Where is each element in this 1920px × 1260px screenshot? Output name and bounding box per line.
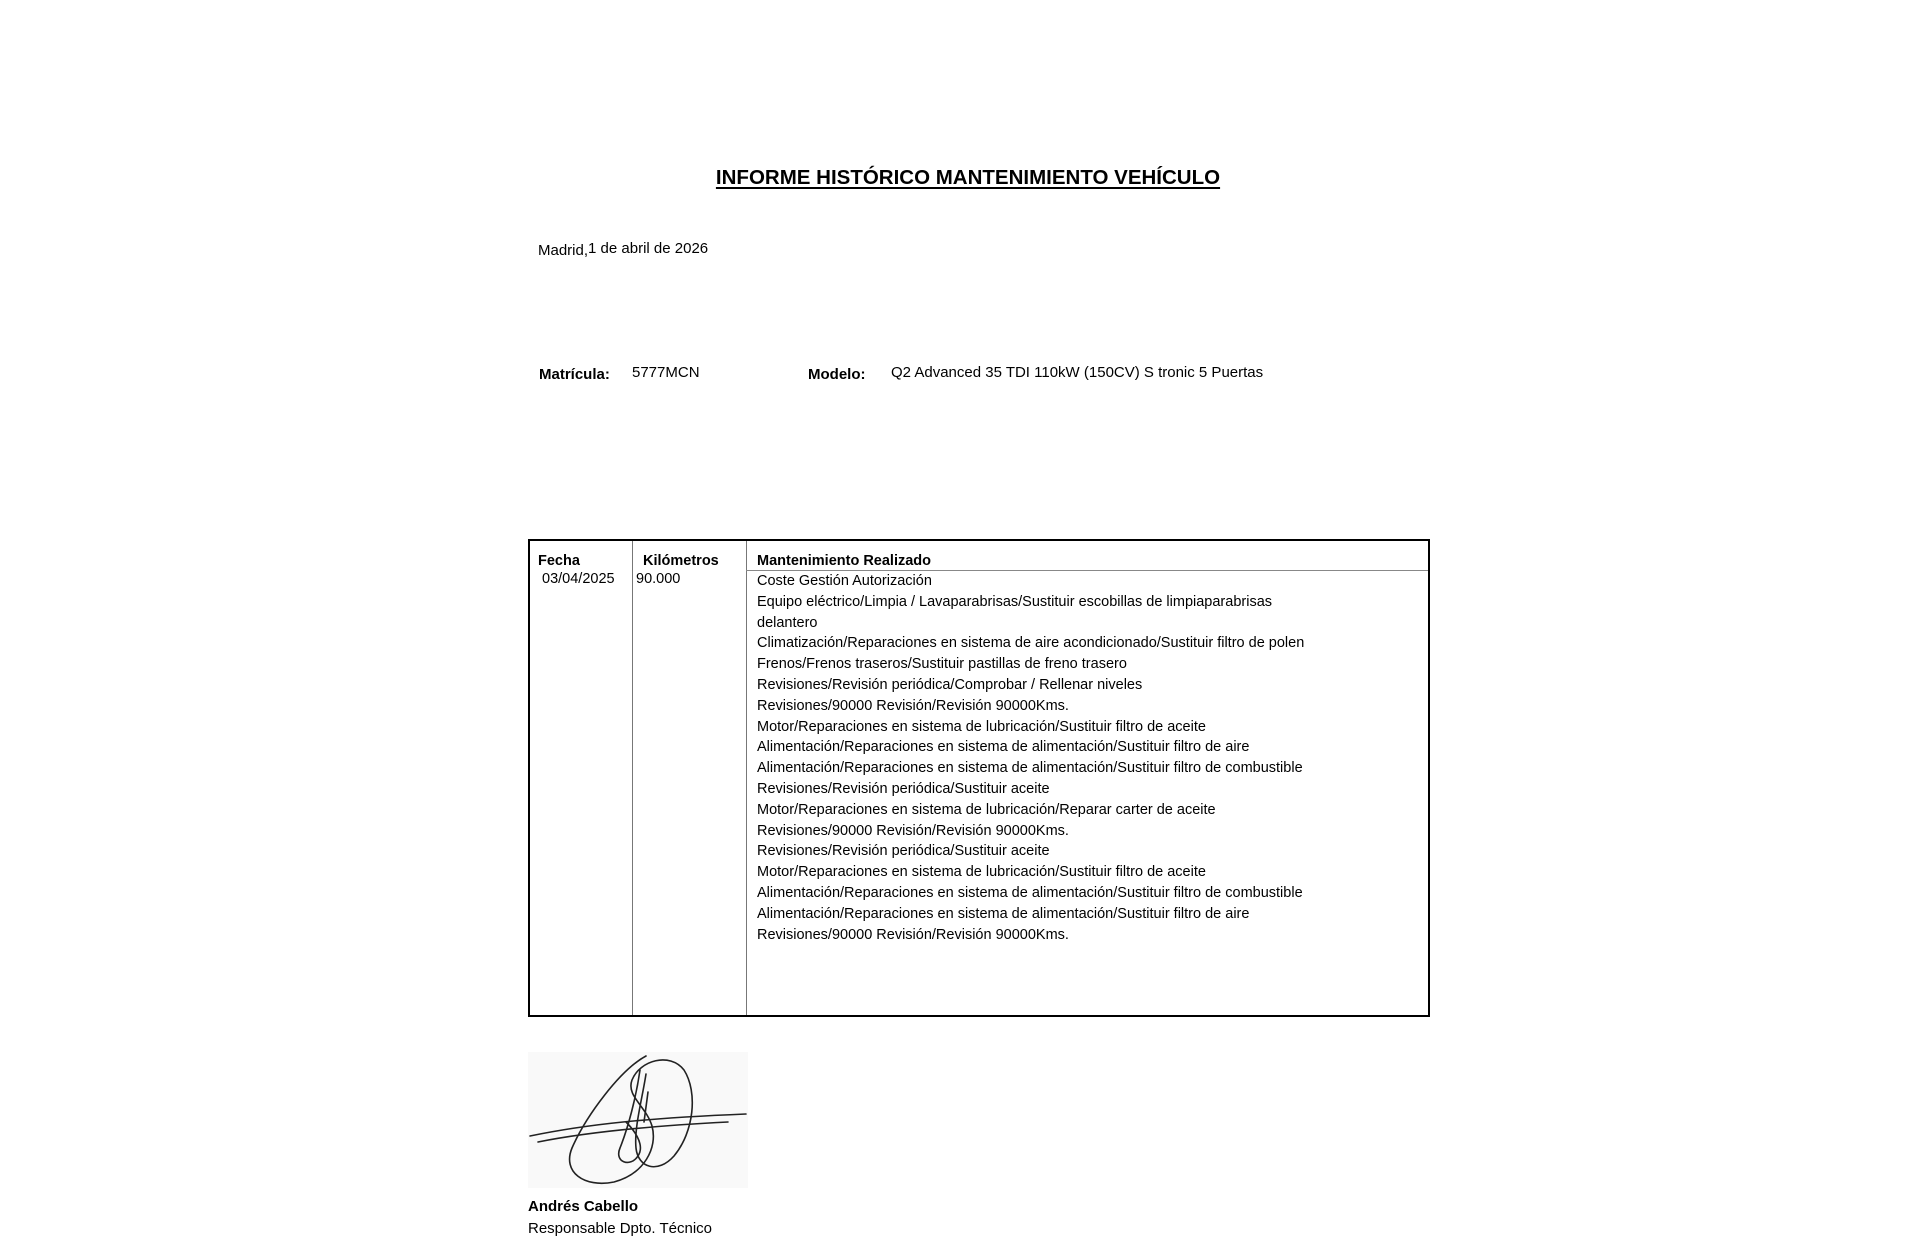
page-title: INFORME HISTÓRICO MANTENIMIENTO VEHÍCULO	[715, 166, 1221, 189]
signature	[528, 1052, 748, 1188]
maintenance-table	[528, 539, 1430, 1017]
plate-value: 5777MCN	[632, 364, 700, 381]
header-fecha: Fecha	[538, 553, 580, 569]
row-km: 90.000	[636, 571, 681, 587]
list-item: Revisiones/90000 Revisión/Revisión 90000Kms.	[757, 926, 1069, 943]
list-item: Alimentación/Reparaciones en sistema de alimentación/Sustituir filtro de aire	[757, 905, 1250, 922]
list-item: Equipo eléctrico/Limpia / Lavaparabrisas/Sustituir escobillas de limpiaparabrisas delantero	[757, 593, 1273, 631]
date-place: Madrid,	[538, 242, 589, 259]
signer-name: Andrés Cabello	[528, 1198, 639, 1215]
list-item: Alimentación/Reparaciones en sistema de alimentación/Sustituir filtro de combustible	[757, 884, 1303, 901]
list-item: Alimentación/Reparaciones en sistema de alimentación/Sustituir filtro de combustible	[757, 760, 1303, 777]
list-item: Coste Gestión Autorización	[757, 573, 932, 589]
signature-icon	[528, 1052, 748, 1188]
column-divider-2	[746, 541, 747, 1015]
list-item: Alimentación/Reparaciones en sistema de alimentación/Sustituir filtro de aire	[757, 739, 1250, 756]
list-item: Revisiones/Revisión periódica/Sustituir aceite	[757, 843, 1050, 860]
row-date: 03/04/2025	[542, 571, 615, 587]
header-kilometros: Kilómetros	[643, 553, 719, 569]
signer-role: Responsable Dpto. Técnico	[528, 1220, 712, 1237]
list-item: Revisiones/Revisión periódica/Comprobar / Rellenar niveles	[757, 676, 1143, 693]
list-item: Revisiones/90000 Revisión/Revisión 90000Kms.	[757, 697, 1069, 714]
list-item: Revisiones/Revisión periódica/Sustituir aceite	[757, 780, 1050, 797]
maintenance-items-list	[757, 571, 1317, 945]
list-item: Frenos/Frenos traseros/Sustituir pastillas de freno trasero	[757, 656, 1127, 673]
list-item: Motor/Reparaciones en sistema de lubricación/Sustituir filtro de aceite	[757, 864, 1206, 881]
list-item: Motor/Reparaciones en sistema de lubricación/Sustituir filtro de aceite	[757, 718, 1206, 735]
plate-label: Matrícula:	[539, 366, 610, 383]
header-mantenimiento: Mantenimiento Realizado	[757, 553, 932, 569]
list-item: Climatización/Reparaciones en sistema de aire acondicionado/Sustituir filtro de polen	[757, 635, 1305, 652]
column-divider-1	[632, 541, 633, 1015]
date-line	[538, 240, 708, 257]
date-value: 1 de abril de 2026	[588, 240, 709, 257]
list-item: Motor/Reparaciones en sistema de lubricación/Reparar carter de aceite	[757, 801, 1216, 818]
list-item: Revisiones/90000 Revisión/Revisión 90000Kms.	[757, 822, 1069, 839]
model-value: Q2 Advanced 35 TDI 110kW (150CV) S tronic 5 Puertas	[891, 364, 1264, 381]
model-label: Modelo:	[808, 366, 866, 383]
